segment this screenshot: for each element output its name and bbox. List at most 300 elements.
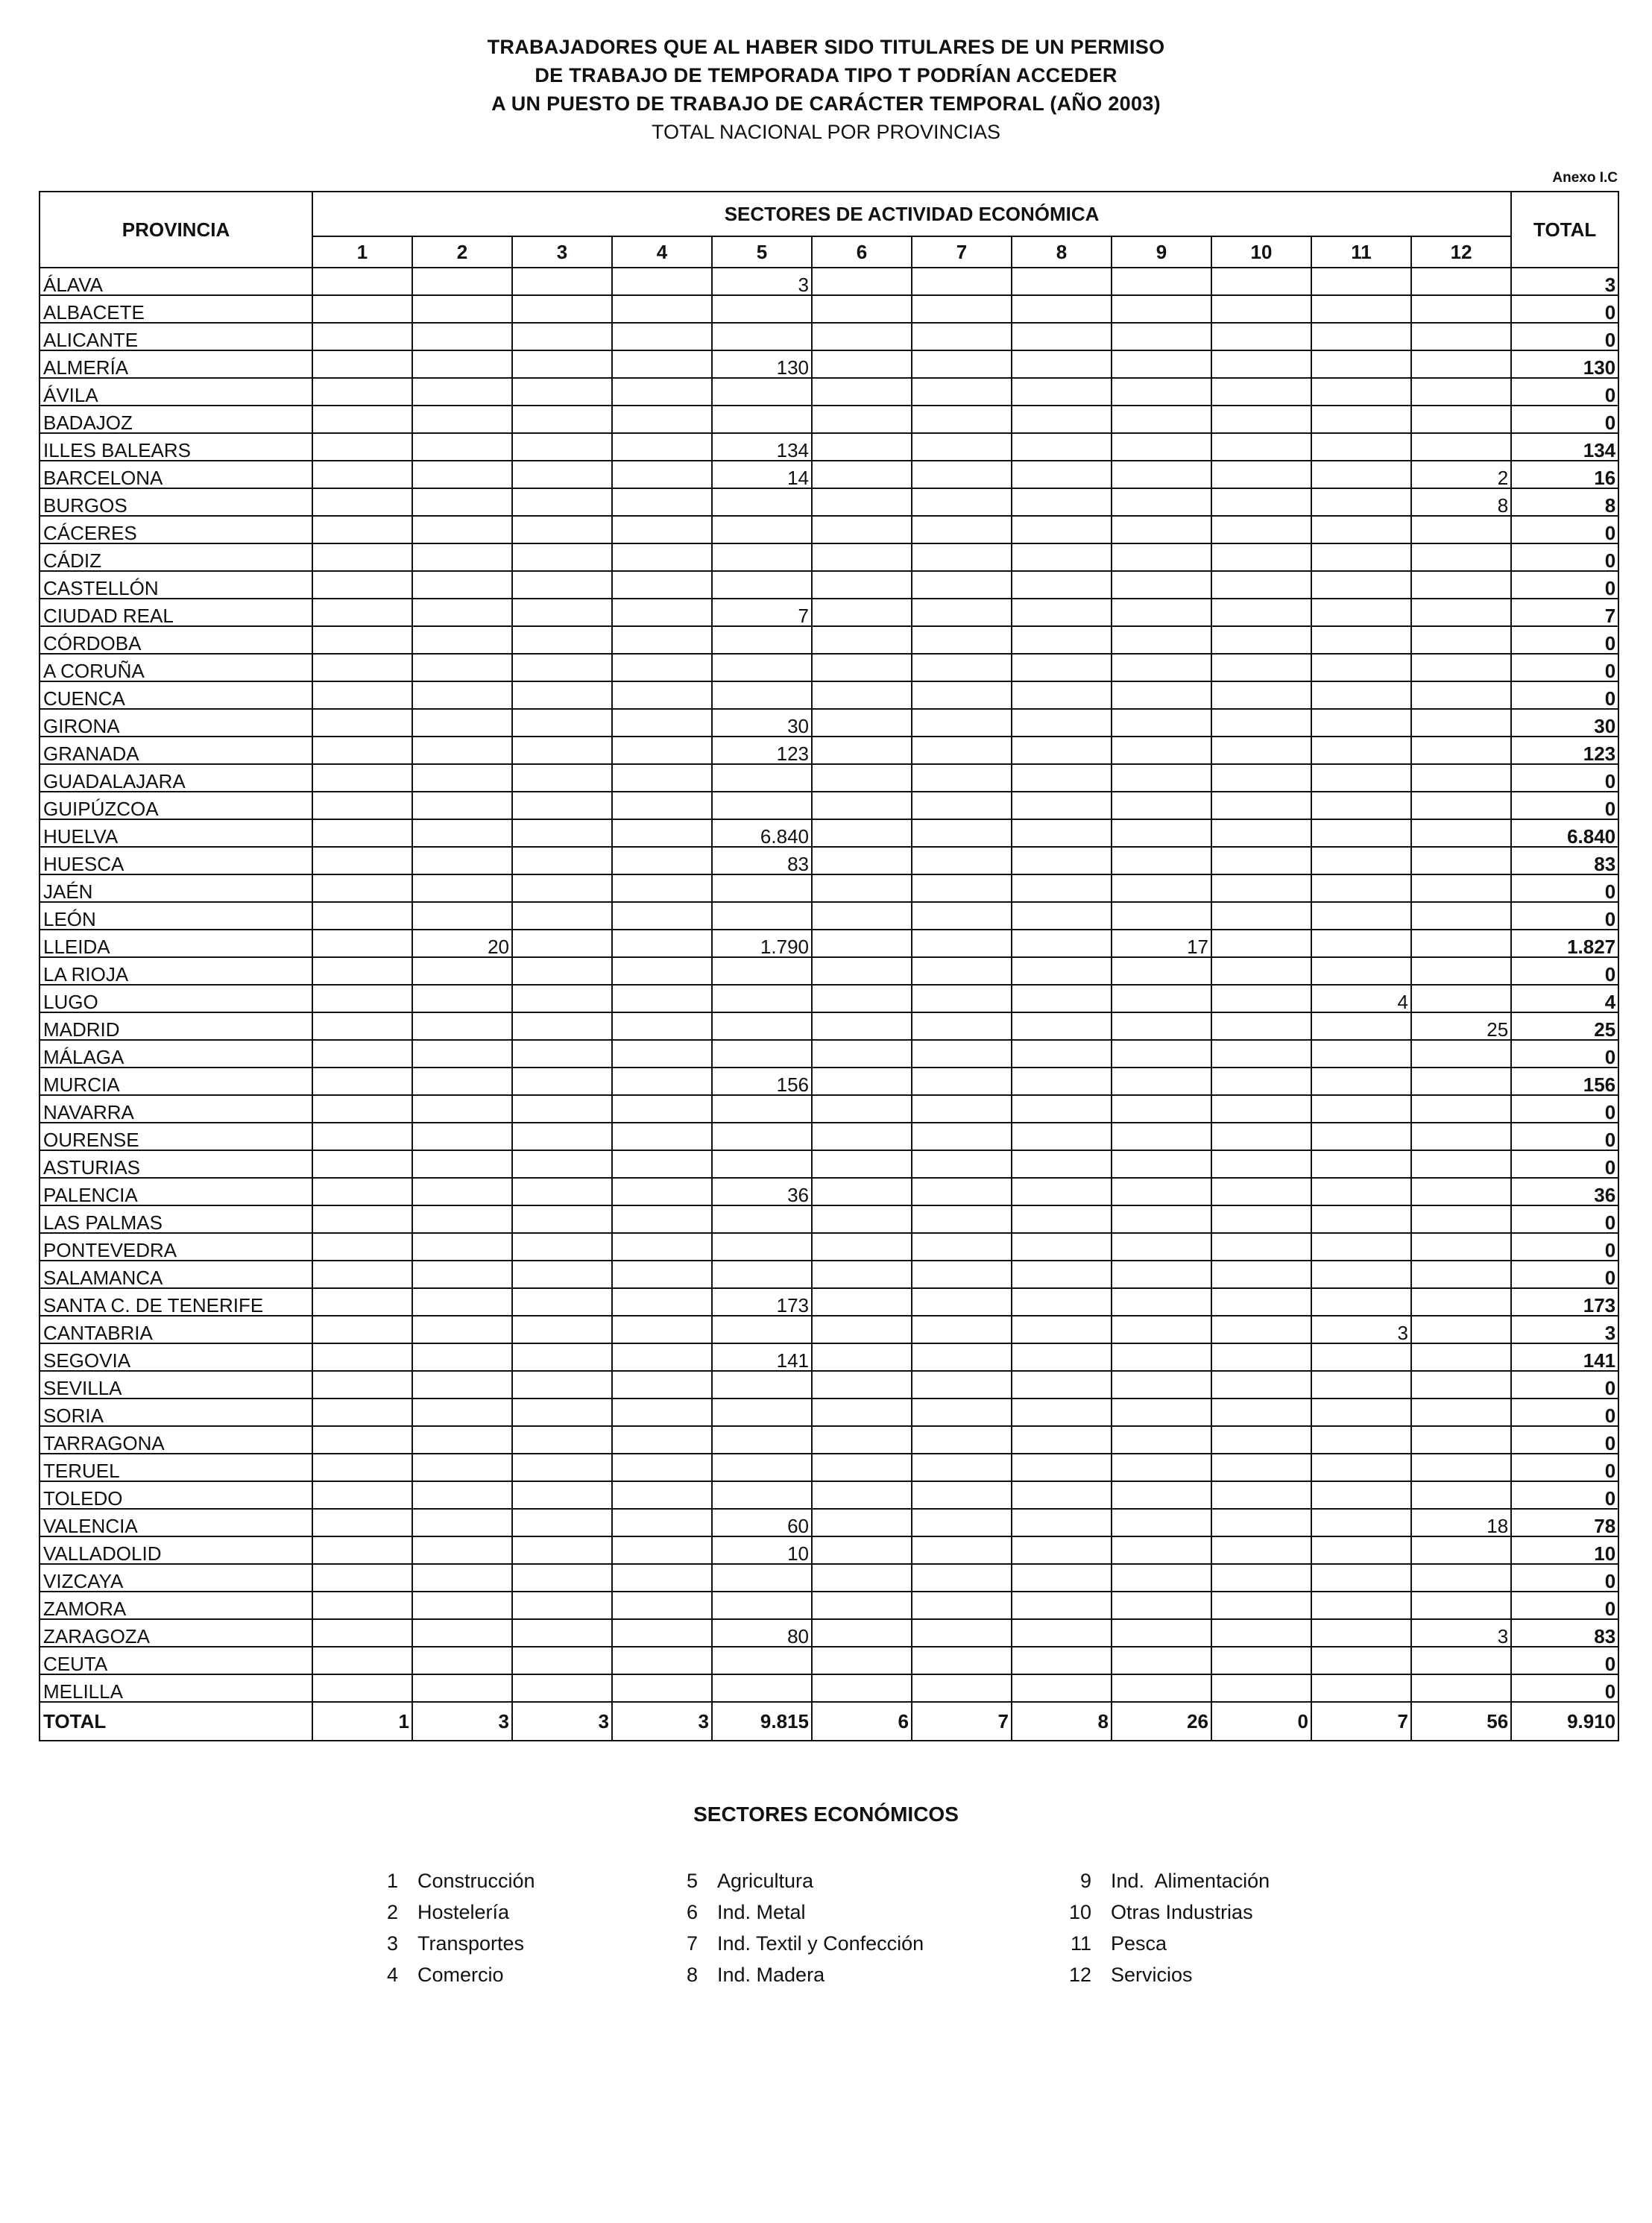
legend-item-label: Pesca: [1111, 1932, 1167, 1955]
sector-value-cell: [712, 571, 812, 599]
sector-value-cell: [812, 350, 912, 378]
sector-value-cell: [912, 1068, 1012, 1095]
sector-value-cell: [412, 709, 512, 737]
row-total-cell: 0: [1511, 764, 1618, 792]
sector-value-cell: [812, 874, 912, 902]
legend-item-label: Otras Industrias: [1111, 1901, 1253, 1923]
sector-value-cell: [412, 295, 512, 323]
table-row: [40, 654, 1618, 681]
sector-number-header: 8: [1012, 236, 1112, 268]
sector-value-cell: [612, 1261, 712, 1288]
sector-value-cell: [912, 764, 1012, 792]
sector-value-cell: [1311, 1592, 1411, 1619]
sector-value-cell: [512, 1233, 612, 1261]
sector-value-cell: [1311, 847, 1411, 874]
sector-value-cell: [512, 1261, 612, 1288]
sector-value-cell: [712, 1426, 812, 1454]
sector-value-cell: [612, 1536, 712, 1564]
sector-value-cell: [1211, 268, 1311, 295]
sector-value-cell: [612, 792, 712, 819]
sector-value-cell: [1211, 654, 1311, 681]
sector-value-cell: [812, 1536, 912, 1564]
sector-value-cell: [312, 957, 412, 985]
sector-value-cell: [1311, 764, 1411, 792]
sector-value-cell: [412, 626, 512, 654]
province-name: SEVILLA: [40, 1371, 312, 1399]
sector-value-cell: 141: [712, 1343, 812, 1371]
sector-value-cell: [1112, 1205, 1211, 1233]
sector-value-cell: [612, 599, 712, 626]
sector-value-cell: [1012, 268, 1112, 295]
row-total-cell: 0: [1511, 681, 1618, 709]
sector-value-cell: [912, 1261, 1012, 1288]
sector-value-cell: [412, 654, 512, 681]
sector-number-header: 1: [312, 236, 412, 268]
table-row: [40, 681, 1618, 709]
sector-value-cell: [1211, 1454, 1311, 1481]
sector-value-cell: [1112, 323, 1211, 350]
sector-value-cell: [912, 1233, 1012, 1261]
sector-value-cell: [1411, 295, 1511, 323]
sector-value-cell: [1411, 957, 1511, 985]
sector-value-cell: [512, 737, 612, 764]
sector-value-cell: [1012, 1343, 1112, 1371]
sector-value-cell: [812, 378, 912, 406]
province-name: SANTA C. DE TENERIFE: [40, 1288, 312, 1316]
sector-value-cell: [512, 1564, 612, 1592]
legend-item-number: 8: [686, 1964, 698, 1986]
legend-item: [668, 1959, 924, 1990]
sector-value-cell: [1012, 819, 1112, 847]
legend-item-number: 5: [686, 1870, 698, 1892]
row-total-cell: 0: [1511, 1454, 1618, 1481]
sector-value-cell: [1012, 957, 1112, 985]
sector-value-cell: [512, 1619, 612, 1647]
sector-value-cell: [312, 323, 412, 350]
sector-value-cell: [512, 543, 612, 571]
table-row: [40, 1012, 1618, 1040]
sector-value-cell: 18: [1411, 1509, 1511, 1536]
sector-value-cell: [412, 268, 512, 295]
sector-value-cell: [1211, 1095, 1311, 1123]
sector-value-cell: [1211, 1343, 1311, 1371]
sector-value-cell: [1112, 461, 1211, 488]
province-name: JAÉN: [40, 874, 312, 902]
sector-value-cell: [812, 516, 912, 543]
sector-value-cell: [812, 488, 912, 516]
annex-label: Anexo I.C: [1552, 170, 1618, 186]
sector-value-cell: [1012, 1399, 1112, 1426]
sector-value-cell: [612, 268, 712, 295]
row-total-cell: 0: [1511, 1371, 1618, 1399]
table-row: [40, 516, 1618, 543]
sector-value-cell: [912, 1150, 1012, 1178]
sector-value-cell: [512, 1647, 612, 1674]
sector-value-cell: [1112, 1288, 1211, 1316]
sector-value-cell: [1112, 350, 1211, 378]
sector-value-cell: [1211, 1040, 1311, 1068]
sector-value-cell: [1211, 1233, 1311, 1261]
sector-number-header: 4: [612, 236, 712, 268]
row-total-cell: 8: [1511, 488, 1618, 516]
province-name: LEÓN: [40, 902, 312, 930]
sector-value-cell: [712, 295, 812, 323]
sector-value-cell: [512, 1399, 612, 1426]
sector-value-cell: [512, 1316, 612, 1343]
legend-item-label: Ind. Textil y Confección: [717, 1932, 924, 1955]
sector-value-cell: [1211, 626, 1311, 654]
sector-value-cell: [1311, 1178, 1411, 1205]
sector-value-cell: [812, 709, 912, 737]
sector-value-cell: [912, 406, 1012, 433]
row-total-cell: 0: [1511, 1205, 1618, 1233]
province-name: SORIA: [40, 1399, 312, 1426]
sector-value-cell: [1112, 599, 1211, 626]
sector-value-cell: [312, 1426, 412, 1454]
sector-value-cell: [712, 626, 812, 654]
sector-value-cell: [912, 433, 1012, 461]
row-total-cell: 10: [1511, 1536, 1618, 1564]
sector-value-cell: [1311, 1371, 1411, 1399]
legend-item-number: 12: [1068, 1964, 1091, 1986]
table-row: [40, 571, 1618, 599]
sector-value-cell: [1411, 819, 1511, 847]
sector-value-cell: [1411, 902, 1511, 930]
sector-value-cell: [1112, 571, 1211, 599]
sector-value-cell: [1112, 764, 1211, 792]
sector-value-cell: [912, 874, 1012, 902]
sector-number-header: 3: [512, 236, 612, 268]
sector-value-cell: [312, 433, 412, 461]
sector-value-cell: 25: [1411, 1012, 1511, 1040]
sector-value-cell: [1311, 957, 1411, 985]
sector-value-cell: [612, 957, 712, 985]
sector-value-cell: [612, 902, 712, 930]
sector-value-cell: [712, 1647, 812, 1674]
sector-value-cell: 156: [712, 1068, 812, 1095]
sector-value-cell: [1211, 1536, 1311, 1564]
sector-value-cell: [1211, 295, 1311, 323]
sector-value-cell: [812, 1316, 912, 1343]
sector-value-cell: [412, 819, 512, 847]
province-name: PALENCIA: [40, 1178, 312, 1205]
sector-value-cell: [1211, 709, 1311, 737]
sector-value-cell: [1211, 406, 1311, 433]
sector-value-cell: [812, 1619, 912, 1647]
sector-value-cell: [512, 378, 612, 406]
table-row: [40, 1371, 1618, 1399]
sector-value-cell: [1012, 1261, 1112, 1288]
sector-value-cell: [912, 1316, 1012, 1343]
province-name: LA RIOJA: [40, 957, 312, 985]
table-row: [40, 1123, 1618, 1150]
sector-value-cell: [1012, 681, 1112, 709]
sector-value-cell: [412, 1233, 512, 1261]
sector-value-cell: [612, 1399, 712, 1426]
row-total-cell: 4: [1511, 985, 1618, 1012]
row-total-cell: 83: [1511, 847, 1618, 874]
row-total-cell: 1.827: [1511, 930, 1618, 957]
sector-value-cell: [1311, 654, 1411, 681]
sector-value-cell: [512, 461, 612, 488]
sector-value-cell: [1311, 1509, 1411, 1536]
table-row: [40, 709, 1618, 737]
legend-item-label: Ind. Madera: [717, 1964, 825, 1986]
total-row-label: TOTAL: [40, 1702, 312, 1741]
sector-value-cell: [1211, 1426, 1311, 1454]
sector-value-cell: [812, 1343, 912, 1371]
sector-value-cell: [1012, 1288, 1112, 1316]
sector-value-cell: [512, 1012, 612, 1040]
legend-item: [368, 1896, 535, 1928]
row-total-cell: 130: [1511, 350, 1618, 378]
sector-value-cell: [1012, 323, 1112, 350]
sector-value-cell: [412, 1261, 512, 1288]
sector-value-cell: [912, 1095, 1012, 1123]
total-header: TOTAL: [1511, 192, 1618, 268]
sector-value-cell: [412, 902, 512, 930]
sector-value-cell: [1211, 847, 1311, 874]
sector-value-cell: [1012, 433, 1112, 461]
sector-value-cell: 7: [712, 599, 812, 626]
sector-value-cell: [812, 819, 912, 847]
sector-value-cell: [912, 930, 1012, 957]
sector-value-cell: [1112, 874, 1211, 902]
sector-value-cell: [1012, 461, 1112, 488]
province-name: GUADALAJARA: [40, 764, 312, 792]
sector-value-cell: 14: [712, 461, 812, 488]
table-row: [40, 1619, 1618, 1647]
sector-value-cell: [312, 599, 412, 626]
sector-value-cell: [1311, 1674, 1411, 1702]
sector-value-cell: [412, 1012, 512, 1040]
province-name: MÁLAGA: [40, 1040, 312, 1068]
sector-value-cell: 3: [1411, 1619, 1511, 1647]
sector-value-cell: [912, 1205, 1012, 1233]
legend-item: [368, 1865, 535, 1896]
sector-value-cell: [312, 874, 412, 902]
row-total-cell: 0: [1511, 792, 1618, 819]
sector-value-cell: [912, 737, 1012, 764]
province-name: ALICANTE: [40, 323, 312, 350]
province-name: VIZCAYA: [40, 1564, 312, 1592]
sector-value-cell: [612, 488, 712, 516]
sector-value-cell: 130: [712, 350, 812, 378]
sector-value-cell: [1112, 1068, 1211, 1095]
sector-value-cell: [1411, 1095, 1511, 1123]
table-row: [40, 1095, 1618, 1123]
sector-value-cell: [1112, 1536, 1211, 1564]
document-title: [0, 33, 1652, 146]
sector-value-cell: [1411, 1674, 1511, 1702]
sector-value-cell: [1012, 1647, 1112, 1674]
sector-value-cell: [1211, 1261, 1311, 1288]
table-row: [40, 847, 1618, 874]
sector-total-cell: 7: [1311, 1702, 1411, 1741]
sector-value-cell: [1311, 350, 1411, 378]
sector-value-cell: [1411, 1371, 1511, 1399]
sector-value-cell: [1211, 433, 1311, 461]
sector-value-cell: [912, 543, 1012, 571]
sector-value-cell: 6.840: [712, 819, 812, 847]
sector-value-cell: [612, 1564, 712, 1592]
sector-value-cell: [1112, 516, 1211, 543]
sector-value-cell: [312, 930, 412, 957]
row-total-cell: 0: [1511, 406, 1618, 433]
sector-value-cell: [612, 378, 712, 406]
sector-value-cell: [312, 709, 412, 737]
sector-value-cell: [412, 488, 512, 516]
sector-value-cell: [1311, 1095, 1411, 1123]
province-name: CASTELLÓN: [40, 571, 312, 599]
legend-column: [668, 1865, 924, 1990]
sector-value-cell: [912, 819, 1012, 847]
table-row: [40, 1399, 1618, 1426]
sector-value-cell: [712, 1399, 812, 1426]
sector-value-cell: [312, 1592, 412, 1619]
sector-value-cell: [612, 1123, 712, 1150]
sector-value-cell: [412, 461, 512, 488]
sector-value-cell: [912, 1123, 1012, 1150]
row-total-cell: 0: [1511, 1040, 1618, 1068]
sector-value-cell: [1112, 543, 1211, 571]
sector-value-cell: [912, 571, 1012, 599]
sector-value-cell: [812, 1150, 912, 1178]
row-total-cell: 0: [1511, 626, 1618, 654]
sector-value-cell: [612, 295, 712, 323]
sector-value-cell: [1112, 1647, 1211, 1674]
row-total-cell: 0: [1511, 571, 1618, 599]
row-total-cell: 7: [1511, 599, 1618, 626]
sector-value-cell: [612, 433, 712, 461]
sector-value-cell: [812, 1426, 912, 1454]
sector-value-cell: [1411, 1261, 1511, 1288]
sector-value-cell: [1012, 1674, 1112, 1702]
sector-value-cell: [812, 1261, 912, 1288]
legend-item-label: Transportes: [417, 1932, 525, 1955]
sector-value-cell: [412, 1481, 512, 1509]
sector-value-cell: [1112, 1040, 1211, 1068]
sector-value-cell: [612, 1012, 712, 1040]
row-total-cell: 0: [1511, 1233, 1618, 1261]
table-row: [40, 268, 1618, 295]
sector-value-cell: [312, 1040, 412, 1068]
sector-value-cell: [1012, 1454, 1112, 1481]
legend-item-number: 7: [686, 1932, 698, 1955]
sector-value-cell: [412, 1647, 512, 1674]
sector-total-cell: 3: [512, 1702, 612, 1741]
sector-value-cell: [1012, 1040, 1112, 1068]
table-row: [40, 930, 1618, 957]
sector-value-cell: [1012, 1233, 1112, 1261]
sector-value-cell: [512, 1454, 612, 1481]
sector-value-cell: [412, 1454, 512, 1481]
sector-value-cell: [512, 985, 612, 1012]
row-total-cell: 30: [1511, 709, 1618, 737]
sector-value-cell: 2: [1411, 461, 1511, 488]
table-row: [40, 819, 1618, 847]
sector-value-cell: [312, 902, 412, 930]
sector-value-cell: [812, 599, 912, 626]
sector-value-cell: [1112, 1095, 1211, 1123]
sector-value-cell: [412, 1288, 512, 1316]
sector-value-cell: [412, 1343, 512, 1371]
sector-value-cell: 60: [712, 1509, 812, 1536]
sector-value-cell: [412, 516, 512, 543]
sector-value-cell: [612, 737, 712, 764]
province-name: NAVARRA: [40, 1095, 312, 1123]
table-row: [40, 1426, 1618, 1454]
table-row: [40, 1674, 1618, 1702]
sector-value-cell: [1211, 1399, 1311, 1426]
sector-value-cell: [1311, 543, 1411, 571]
sector-value-cell: [1411, 1454, 1511, 1481]
sector-value-cell: [1112, 792, 1211, 819]
legend-item: [1062, 1928, 1270, 1959]
sector-value-cell: [1211, 1288, 1311, 1316]
sector-value-cell: [412, 350, 512, 378]
sector-value-cell: [912, 1371, 1012, 1399]
sector-value-cell: [512, 847, 612, 874]
sector-value-cell: [1112, 1178, 1211, 1205]
sector-value-cell: [512, 1095, 612, 1123]
sector-value-cell: [1211, 874, 1311, 902]
sector-value-cell: [812, 792, 912, 819]
sector-value-cell: [912, 599, 1012, 626]
sector-value-cell: [1012, 764, 1112, 792]
province-name: VALLADOLID: [40, 1536, 312, 1564]
sector-value-cell: [512, 819, 612, 847]
sector-value-cell: [1311, 819, 1411, 847]
sector-value-cell: [612, 1592, 712, 1619]
sector-value-cell: [1411, 1564, 1511, 1592]
table-row: [40, 1316, 1618, 1343]
title-line-3: A UN PUESTO DE TRABAJO DE CARÁCTER TEMPORAL (AÑO 2003): [491, 92, 1161, 115]
table-row: [40, 1536, 1618, 1564]
sector-value-cell: [812, 1095, 912, 1123]
sector-value-cell: [1012, 599, 1112, 626]
sector-value-cell: [912, 323, 1012, 350]
sector-value-cell: [612, 1316, 712, 1343]
sector-value-cell: [1211, 1481, 1311, 1509]
sector-total-cell: 8: [1012, 1702, 1112, 1741]
sector-value-cell: [912, 378, 1012, 406]
legend-item-number: 3: [386, 1932, 398, 1955]
sector-total-cell: 3: [412, 1702, 512, 1741]
sector-value-cell: [1211, 1592, 1311, 1619]
sector-value-cell: [812, 847, 912, 874]
sector-value-cell: [1112, 819, 1211, 847]
sector-value-cell: [412, 433, 512, 461]
sector-value-cell: [1411, 1481, 1511, 1509]
sector-value-cell: [412, 1399, 512, 1426]
sector-value-cell: [812, 268, 912, 295]
title-line-2: DE TRABAJO DE TEMPORADA TIPO T PODRÍAN ACCEDER: [535, 64, 1117, 86]
sector-value-cell: [512, 681, 612, 709]
sector-value-cell: [612, 1343, 712, 1371]
sector-value-cell: [612, 571, 712, 599]
sector-value-cell: 20: [412, 930, 512, 957]
sector-value-cell: [1012, 709, 1112, 737]
sector-value-cell: [612, 543, 712, 571]
sector-value-cell: [1311, 1012, 1411, 1040]
sector-value-cell: 3: [712, 268, 812, 295]
table-row: [40, 488, 1618, 516]
sector-value-cell: [312, 1674, 412, 1702]
sector-value-cell: [812, 1123, 912, 1150]
sector-value-cell: [612, 874, 712, 902]
sector-value-cell: [512, 433, 612, 461]
